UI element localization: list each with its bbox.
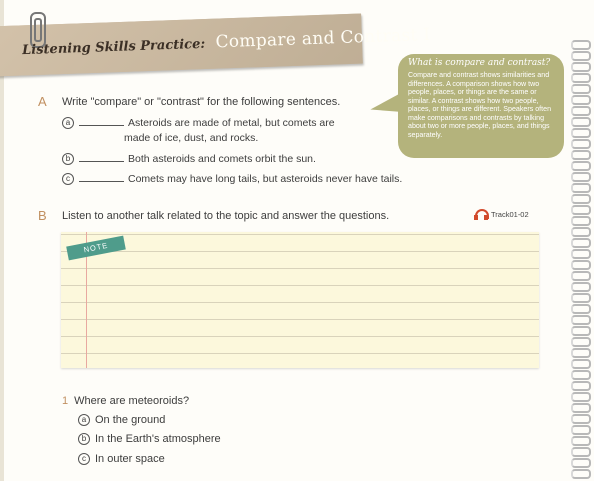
section-a-instruction: Write "compare" or "contrast" for the following sentences. bbox=[62, 96, 341, 108]
spiral-ring bbox=[571, 73, 591, 83]
spiral-ring bbox=[571, 183, 591, 193]
spiral-ring bbox=[571, 106, 591, 116]
answer-blank-c[interactable] bbox=[79, 172, 124, 182]
spiral-ring bbox=[571, 282, 591, 292]
item-b-text: Both asteroids and comets orbit the sun. bbox=[128, 153, 316, 165]
spiral-ring bbox=[571, 392, 591, 402]
spiral-ring bbox=[571, 227, 591, 237]
spiral-ring bbox=[571, 469, 591, 479]
title-lead: Listening Skills Practice: bbox=[21, 36, 206, 59]
spiral-ring bbox=[571, 447, 591, 457]
title-main: Compare and Contrast I bbox=[215, 24, 431, 53]
spiral-ring bbox=[571, 84, 591, 94]
spiral-ring bbox=[571, 304, 591, 314]
spiral-ring bbox=[571, 249, 591, 259]
spiral-ring bbox=[571, 326, 591, 336]
option-a[interactable] bbox=[78, 414, 165, 426]
marker-c: c bbox=[62, 173, 74, 185]
bubble-body: Compare and contrast shows similarities and differences. A comparison shows how two people, places, or things are the same or similar. A contrast shows how two people, places, or things are different. Speakers often make comparisons and contrasts by talking about two or more people, places, and things separately. bbox=[408, 71, 552, 139]
spiral-ring bbox=[571, 51, 591, 61]
answer-blank-b[interactable] bbox=[79, 152, 124, 162]
spiral-ring bbox=[571, 205, 591, 215]
spiral-ring bbox=[571, 128, 591, 138]
spiral-binding bbox=[572, 40, 594, 481]
section-b-instruction: Listen to another talk related to the topic and answer the questions. bbox=[62, 210, 390, 222]
spiral-ring bbox=[571, 315, 591, 325]
item-a-line2: made of ice, dust, and rocks. bbox=[124, 132, 259, 144]
audio-track[interactable] bbox=[474, 209, 529, 221]
spiral-ring bbox=[571, 150, 591, 160]
option-b-marker: b bbox=[78, 433, 90, 445]
spiral-ring bbox=[571, 161, 591, 171]
option-a-marker: a bbox=[78, 414, 90, 426]
spiral-ring bbox=[571, 62, 591, 72]
section-b-letter: B bbox=[38, 208, 47, 223]
question-1 bbox=[62, 395, 189, 407]
spiral-ring bbox=[571, 238, 591, 248]
option-c[interactable] bbox=[78, 453, 165, 465]
note-area[interactable] bbox=[61, 232, 539, 368]
definition-bubble bbox=[398, 54, 564, 158]
spiral-ring bbox=[571, 95, 591, 105]
item-c bbox=[62, 172, 402, 185]
option-b-text: In the Earth's atmosphere bbox=[95, 433, 221, 445]
spiral-ring bbox=[571, 139, 591, 149]
marker-a: a bbox=[62, 117, 74, 129]
spiral-ring bbox=[571, 436, 591, 446]
bubble-title: What is compare and contrast? bbox=[408, 58, 551, 68]
spiral-ring bbox=[571, 359, 591, 369]
item-b bbox=[62, 152, 316, 165]
headphone-icon bbox=[474, 209, 488, 221]
option-c-marker: c bbox=[78, 453, 90, 465]
spiral-ring bbox=[571, 403, 591, 413]
spiral-ring bbox=[571, 337, 591, 347]
spiral-ring bbox=[571, 348, 591, 358]
spiral-ring bbox=[571, 216, 591, 226]
spiral-ring bbox=[571, 425, 591, 435]
section-a-letter: A bbox=[38, 94, 47, 109]
spiral-ring bbox=[571, 414, 591, 424]
spiral-ring bbox=[571, 293, 591, 303]
item-a-text: Asteroids are made of metal, but comets are bbox=[128, 117, 335, 129]
marker-b: b bbox=[62, 153, 74, 165]
spiral-ring bbox=[571, 260, 591, 270]
spiral-ring bbox=[571, 40, 591, 50]
item-a bbox=[62, 116, 335, 129]
item-c-text: Comets may have long tails, but asteroids never have tails. bbox=[128, 173, 403, 185]
spiral-ring bbox=[571, 458, 591, 468]
note-tag: NOTE bbox=[66, 236, 126, 261]
spiral-ring bbox=[571, 117, 591, 127]
track-label: Track01-02 bbox=[491, 209, 529, 219]
spiral-ring bbox=[571, 271, 591, 281]
spiral-ring bbox=[571, 370, 591, 380]
answer-blank-a[interactable] bbox=[79, 116, 124, 126]
option-c-text: In outer space bbox=[95, 453, 165, 465]
spiral-ring bbox=[571, 381, 591, 391]
spiral-ring bbox=[571, 194, 591, 204]
spiral-ring bbox=[571, 172, 591, 182]
question-text: Where are meteoroids? bbox=[74, 395, 190, 407]
option-b[interactable] bbox=[78, 433, 221, 445]
question-number: 1 bbox=[62, 395, 69, 407]
option-a-text: On the ground bbox=[95, 414, 166, 426]
